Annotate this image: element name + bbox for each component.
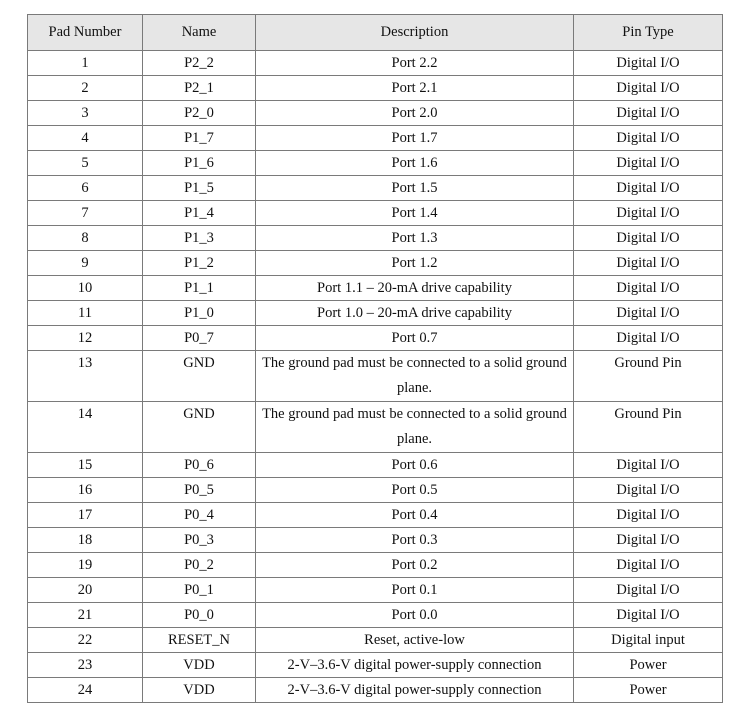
pad-number-cell: 6 <box>28 176 143 201</box>
header-row <box>28 15 723 51</box>
pin-type-cell: Digital I/O <box>574 326 723 351</box>
pin-type-cell: Digital I/O <box>574 151 723 176</box>
pad-number-cell: 4 <box>28 126 143 151</box>
pin-description-table <box>27 14 723 703</box>
pad-number-cell: 18 <box>28 528 143 553</box>
description-cell: Port 1.5 <box>256 176 574 201</box>
table-row <box>28 51 723 76</box>
name-cell: P2_1 <box>143 76 256 101</box>
table-header <box>28 15 723 51</box>
table-row <box>28 301 723 326</box>
description-cell: Port 0.5 <box>256 478 574 503</box>
pin-type-cell: Digital I/O <box>574 201 723 226</box>
name-cell: RESET_N <box>143 628 256 653</box>
description-cell: Port 1.0 – 20-mA drive capability <box>256 301 574 326</box>
name-cell: P0_2 <box>143 553 256 578</box>
pin-type-cell: Ground Pin <box>574 351 723 402</box>
description-cell: Port 2.2 <box>256 51 574 76</box>
pad-number-cell: 22 <box>28 628 143 653</box>
table-row <box>28 553 723 578</box>
pad-number-cell: 7 <box>28 201 143 226</box>
table-row <box>28 528 723 553</box>
table-row <box>28 678 723 703</box>
pad-number-cell: 23 <box>28 653 143 678</box>
pin-type-cell: Digital I/O <box>574 553 723 578</box>
name-cell: P2_0 <box>143 101 256 126</box>
table-row <box>28 603 723 628</box>
pad-number-cell: 8 <box>28 226 143 251</box>
name-cell: P0_5 <box>143 478 256 503</box>
pin-type-cell: Digital I/O <box>574 251 723 276</box>
pin-type-cell: Digital I/O <box>574 226 723 251</box>
header-description: Description <box>256 15 574 51</box>
table-row <box>28 101 723 126</box>
name-cell: P0_1 <box>143 578 256 603</box>
pad-number-cell: 3 <box>28 101 143 126</box>
description-cell: 2-V–3.6-V digital power-supply connection <box>256 653 574 678</box>
pin-type-cell: Digital I/O <box>574 301 723 326</box>
pin-type-cell: Power <box>574 678 723 703</box>
name-cell: P0_4 <box>143 503 256 528</box>
table-row <box>28 326 723 351</box>
description-cell: Port 0.6 <box>256 453 574 478</box>
name-cell: P1_1 <box>143 276 256 301</box>
pad-number-cell: 5 <box>28 151 143 176</box>
pad-number-cell: 17 <box>28 503 143 528</box>
name-cell: P1_7 <box>143 126 256 151</box>
header-pin-type: Pin Type <box>574 15 723 51</box>
name-cell: P0_3 <box>143 528 256 553</box>
table-body <box>28 51 723 703</box>
description-cell: Port 0.1 <box>256 578 574 603</box>
description-cell: Port 1.1 – 20-mA drive capability <box>256 276 574 301</box>
name-cell: P0_6 <box>143 453 256 478</box>
description-cell: Reset, active-low <box>256 628 574 653</box>
table-row <box>28 76 723 101</box>
pad-number-cell: 15 <box>28 453 143 478</box>
description-cell: Port 1.4 <box>256 201 574 226</box>
description-cell: Port 1.2 <box>256 251 574 276</box>
name-cell: P2_2 <box>143 51 256 76</box>
pin-type-cell: Digital I/O <box>574 276 723 301</box>
pad-number-cell: 1 <box>28 51 143 76</box>
pad-number-cell: 11 <box>28 301 143 326</box>
pin-type-cell: Digital I/O <box>574 76 723 101</box>
description-cell: Port 0.2 <box>256 553 574 578</box>
name-cell: P1_0 <box>143 301 256 326</box>
name-cell: GND <box>143 351 256 402</box>
table-row <box>28 628 723 653</box>
table-row <box>28 402 723 453</box>
header-pad-number: Pad Number <box>28 15 143 51</box>
name-cell: P1_4 <box>143 201 256 226</box>
table-row <box>28 478 723 503</box>
description-cell: Port 0.7 <box>256 326 574 351</box>
name-cell: P0_7 <box>143 326 256 351</box>
description-cell: Port 1.6 <box>256 151 574 176</box>
table-row <box>28 201 723 226</box>
description-cell: The ground pad must be connected to a solid ground plane. <box>256 351 574 402</box>
name-cell: P1_3 <box>143 226 256 251</box>
description-cell: Port 1.7 <box>256 126 574 151</box>
table-row <box>28 226 723 251</box>
pad-number-cell: 20 <box>28 578 143 603</box>
pad-number-cell: 13 <box>28 351 143 402</box>
pin-type-cell: Digital I/O <box>574 578 723 603</box>
table-row <box>28 503 723 528</box>
pad-number-cell: 2 <box>28 76 143 101</box>
table-row <box>28 251 723 276</box>
table-row <box>28 126 723 151</box>
description-cell: Port 0.0 <box>256 603 574 628</box>
pad-number-cell: 24 <box>28 678 143 703</box>
pin-type-cell: Digital I/O <box>574 51 723 76</box>
pad-number-cell: 9 <box>28 251 143 276</box>
pad-number-cell: 16 <box>28 478 143 503</box>
table-row <box>28 578 723 603</box>
pin-type-cell: Digital I/O <box>574 453 723 478</box>
description-cell: 2-V–3.6-V digital power-supply connection <box>256 678 574 703</box>
name-cell: P1_2 <box>143 251 256 276</box>
pad-number-cell: 21 <box>28 603 143 628</box>
pin-type-cell: Digital I/O <box>574 478 723 503</box>
table-row <box>28 176 723 201</box>
table-row <box>28 151 723 176</box>
pin-type-cell: Digital I/O <box>574 503 723 528</box>
pin-type-cell: Digital I/O <box>574 528 723 553</box>
description-cell: The ground pad must be connected to a solid ground plane. <box>256 402 574 453</box>
name-cell: P0_0 <box>143 603 256 628</box>
pad-number-cell: 14 <box>28 402 143 453</box>
table-row <box>28 276 723 301</box>
table-row <box>28 653 723 678</box>
description-cell: Port 2.0 <box>256 101 574 126</box>
pin-type-cell: Digital I/O <box>574 176 723 201</box>
name-cell: VDD <box>143 678 256 703</box>
pin-type-cell: Ground Pin <box>574 402 723 453</box>
pad-number-cell: 10 <box>28 276 143 301</box>
pad-number-cell: 12 <box>28 326 143 351</box>
header-name: Name <box>143 15 256 51</box>
name-cell: P1_6 <box>143 151 256 176</box>
description-cell: Port 2.1 <box>256 76 574 101</box>
table-row <box>28 351 723 402</box>
description-cell: Port 0.3 <box>256 528 574 553</box>
table-row <box>28 453 723 478</box>
pin-type-cell: Digital I/O <box>574 101 723 126</box>
name-cell: P1_5 <box>143 176 256 201</box>
pad-number-cell: 19 <box>28 553 143 578</box>
pin-type-cell: Digital I/O <box>574 126 723 151</box>
name-cell: VDD <box>143 653 256 678</box>
pin-type-cell: Power <box>574 653 723 678</box>
description-cell: Port 0.4 <box>256 503 574 528</box>
description-cell: Port 1.3 <box>256 226 574 251</box>
name-cell: GND <box>143 402 256 453</box>
pin-type-cell: Digital input <box>574 628 723 653</box>
pin-type-cell: Digital I/O <box>574 603 723 628</box>
